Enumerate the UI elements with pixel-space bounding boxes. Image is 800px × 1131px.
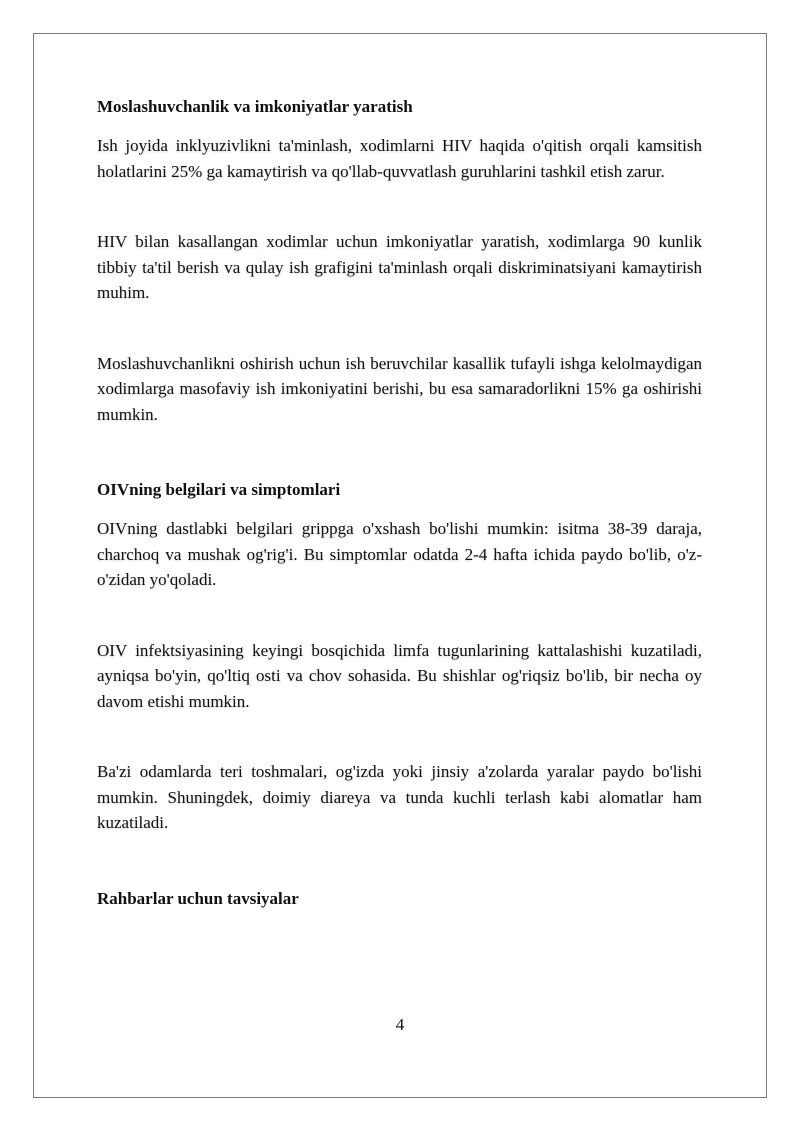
paragraph: Ba'zi odamlarda teri toshmalari, og'izda yoki jinsiy a'zolarda yaralar paydo bo'lishi mumkin. Shuningdek, doimiy diareya va tunda kuchli terlash kabi alomatlar ham kuzatiladi. — [97, 762, 702, 832]
page-number: 4 — [395, 1015, 405, 1034]
paragraph: HIV bilan kasallangan xodimlar uchun imkoniyatlar yaratish, xodimlarga 90 kunlik tibbiy ta'til berish va qulay ish grafigini ta'minlash orqali diskriminatsiyani kamaytirish muhim. — [97, 232, 702, 302]
paragraph: Ish joyida inklyuzivlikni ta'minlash, xodimlarni HIV haqida o'qitish orqali kamsitish holatlarini 25% ga kamaytirish va qo'llab-quvvatlash guruhlarini tashkil etish zarur. — [97, 136, 702, 181]
document-body — [97, 96, 702, 910]
section-heading: OIVning belgilari va simptomlari — [97, 480, 341, 499]
paragraph: Moslashuvchanlikni oshirish uchun ish beruvchilar kasallik tufayli ishga kelolmaydigan xodimlarga masofaviy ish imkoniyatini berishi, bu esa samaradorlikni 15% ga oshirishi mumkin. — [97, 353, 702, 424]
section-heading: Moslashuvchanlik va imkoniyatlar yaratish — [97, 97, 413, 116]
section-heading: Rahbarlar uchun tavsiyalar — [97, 888, 299, 908]
paragraph: OIV infektsiyasining keyingi bosqichida limfa tugunlarining kattalashishi kuzatiladi, ayniqsa bo'yin, qo'ltiq osti va chov sohasida. Bu shishlar og'riqsiz bo'lib, bir necha oy davom etishi mumkin. — [97, 640, 702, 711]
paragraph: OIVning dastlabki belgilari grippga o'xshash bo'lishi mumkin: isitma 38-39 daraja, charchoq va mushak og'rig'i. Bu simptomlar odatda 2-4 hafta ichida paydo bo'lib, o'z-o'zidan yo'qoladi. — [97, 519, 702, 589]
